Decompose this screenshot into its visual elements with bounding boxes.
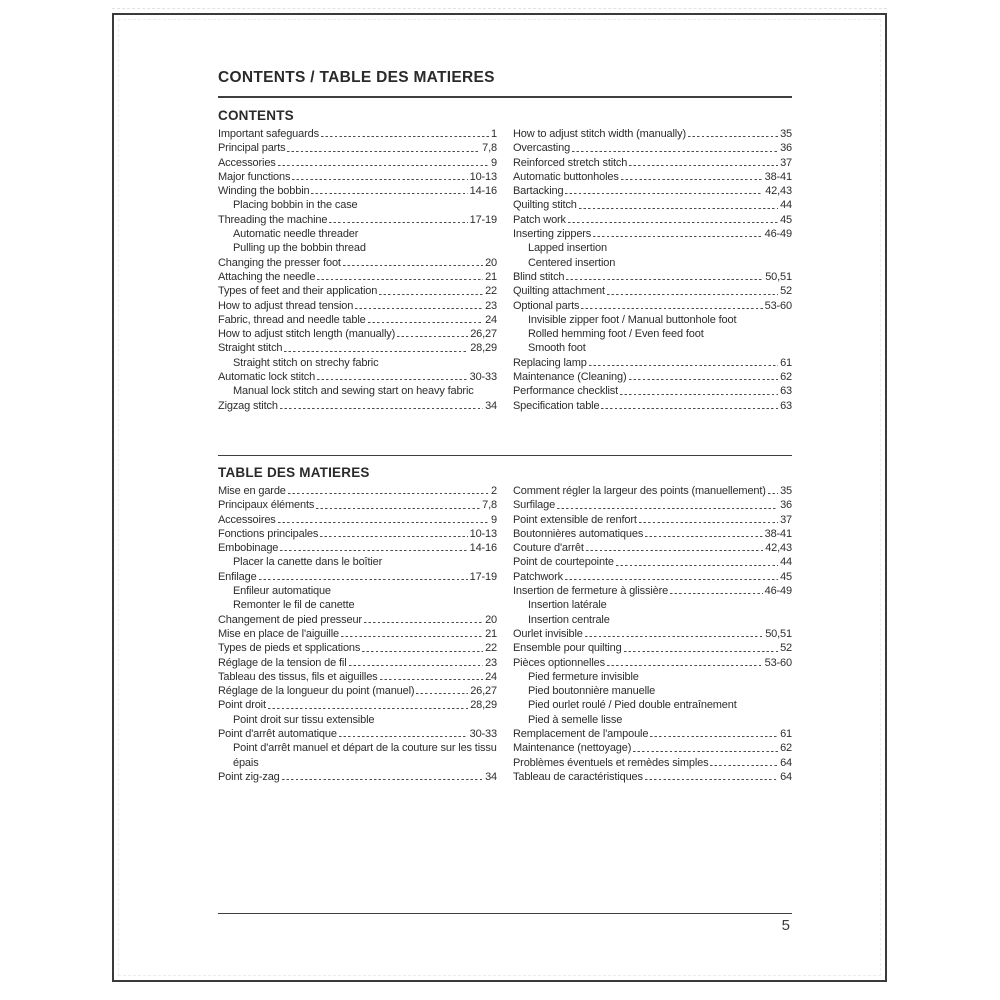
toc-entry-label: Tableau de caractéristiques	[513, 770, 643, 783]
toc-entry-label: Problèmes éventuels et remèdes simples	[513, 756, 709, 769]
toc-entry-page: 45	[780, 213, 792, 226]
page-footer	[218, 913, 792, 934]
toc-entry	[218, 141, 497, 155]
dotted-leader	[766, 484, 780, 498]
toc-entry	[218, 370, 497, 384]
dotted-leader	[579, 299, 764, 313]
toc-entry-label: Accessories	[218, 156, 276, 169]
toc-entry-page: 37	[780, 513, 792, 526]
toc-entry-page: 10-13	[469, 170, 497, 183]
toc-entry	[513, 770, 792, 784]
toc-entry-label: Attaching the needle	[218, 270, 316, 283]
toc-entry-label: Specification table	[513, 399, 600, 412]
toc-entry	[218, 498, 497, 512]
toc-entry-label: Changing the presser foot	[218, 256, 341, 269]
toc-entry-page: 46-49	[764, 585, 792, 598]
toc-entry-label: Mise en garde	[218, 484, 286, 497]
dotted-leader	[377, 284, 485, 298]
toc-entry	[218, 627, 497, 641]
toc-entry-page: 62	[780, 371, 792, 384]
toc-entry-page: 14-16	[469, 542, 497, 555]
section-contents	[218, 108, 792, 413]
toc-entry-page: 45	[780, 570, 792, 583]
toc-entry	[218, 184, 497, 198]
section-table-des-matieres	[218, 455, 792, 784]
toc-entry-page: 10-13	[469, 527, 497, 540]
toc-entry-label: Couture d'arrêt	[513, 542, 584, 555]
toc-entry	[218, 241, 497, 255]
toc-entry-label: Réglage de la tension de fil	[218, 656, 347, 669]
dotted-leader	[584, 541, 765, 555]
toc-entry-page: 22	[485, 642, 497, 655]
dotted-leader	[327, 213, 469, 227]
toc-column-right	[513, 484, 792, 784]
toc-entry	[513, 399, 792, 413]
toc-entry	[218, 399, 497, 413]
dotted-leader	[622, 641, 780, 655]
toc-columns	[218, 127, 792, 413]
toc-entry-label: Changement de pied presseur	[218, 613, 362, 626]
toc-entry-page: 64	[780, 756, 792, 769]
toc-entry-label: Inserting zippers	[513, 228, 592, 241]
dotted-leader	[668, 584, 765, 598]
toc-entry	[513, 613, 792, 627]
dotted-leader	[315, 370, 470, 384]
toc-entry-label: Ensemble pour quilting	[513, 642, 622, 655]
toc-entry	[513, 513, 792, 527]
toc-entry	[513, 627, 792, 641]
toc-entry	[513, 527, 792, 541]
toc-entry-page: 50,51	[765, 627, 792, 640]
toc-entry-page: 35	[780, 128, 792, 140]
toc-entry-label: Automatic lock stitch	[218, 371, 316, 384]
toc-entry	[218, 727, 497, 741]
toc-entry-label: Smooth foot	[528, 342, 586, 355]
toc-entry-label: Rolled hemming foot / Even feed foot	[528, 328, 704, 341]
toc-entry-label: Placing bobbin in the case	[233, 199, 358, 212]
dotted-leader	[619, 170, 765, 184]
dotted-leader	[627, 370, 781, 384]
toc-entry-page: 23	[485, 656, 497, 669]
toc-entry-label: Patch work	[513, 213, 566, 226]
toc-entry-label: Types de pieds et spplications	[218, 642, 361, 655]
toc-entry-label: Straight stitch	[218, 342, 283, 355]
dotted-leader	[286, 484, 491, 498]
toc-entry-page: 52	[780, 285, 792, 298]
toc-entry-label: Types of feet and their application	[218, 285, 378, 298]
toc-entry	[513, 584, 792, 598]
toc-entry-page: 17-19	[469, 570, 497, 583]
toc-entry-page: 34	[485, 399, 497, 412]
toc-entry-page: 35	[780, 484, 792, 497]
dotted-leader	[570, 141, 780, 155]
toc-entry-label: Point droit sur tissu extensible	[233, 713, 375, 726]
toc-entry-label: Quilting stitch	[513, 199, 577, 212]
toc-entry-page: 28,29	[470, 699, 497, 712]
toc-entry-label: Pied fermeture invisible	[528, 670, 639, 683]
toc-entry-page: 21	[485, 270, 497, 283]
toc-entry	[513, 598, 792, 612]
toc-entry-page: 23	[485, 299, 497, 312]
dotted-leader	[618, 384, 780, 398]
toc-entry-page: 62	[780, 742, 792, 755]
toc-entry-page: 38-41	[764, 527, 792, 540]
toc-entry-page: 20	[485, 613, 497, 626]
toc-entry	[513, 756, 792, 770]
toc-entry-label: Winding the bobbin	[218, 185, 310, 198]
toc-entry-page: 38-41	[764, 170, 792, 183]
toc-entry	[513, 213, 792, 227]
toc-entry-page: 21	[485, 627, 497, 640]
dotted-leader	[566, 213, 780, 227]
toc-entry	[513, 656, 792, 670]
dotted-leader	[360, 641, 485, 655]
toc-entry-page: 61	[780, 727, 792, 740]
toc-entry	[218, 127, 497, 141]
toc-entry	[218, 656, 497, 670]
toc-entry-page: 44	[780, 199, 792, 212]
dotted-leader	[708, 756, 780, 770]
toc-entry	[513, 670, 792, 684]
toc-entry	[218, 227, 497, 241]
toc-entry-page: 9	[491, 156, 497, 169]
toc-entry-label: Ourlet invisible	[513, 627, 583, 640]
toc-entry	[513, 256, 792, 270]
toc-entry-label: Remplacement de l'ampoule	[513, 727, 649, 740]
toc-entry-label: Remonter le fil de canette	[233, 599, 355, 612]
toc-entry-page: 64	[780, 770, 792, 783]
toc-entry	[218, 555, 497, 569]
toc-entry-label: Major functions	[218, 170, 291, 183]
section-heading-matieres: TABLE DES MATIERES	[218, 464, 370, 480]
toc-entry-page: 9	[491, 513, 497, 526]
toc-entry-label: Lapped insertion	[528, 242, 607, 255]
toc-entry-page: 24	[485, 670, 497, 683]
toc-entry	[513, 270, 792, 284]
toc-entry	[218, 698, 497, 712]
dotted-leader	[318, 527, 469, 541]
dotted-leader	[686, 127, 780, 141]
toc-entry-label: Insertion centrale	[528, 613, 610, 626]
toc-entry-page: 42,43	[765, 185, 792, 198]
dotted-leader	[591, 227, 764, 241]
toc-entry-label: Optional parts	[513, 299, 580, 312]
toc-entry	[513, 313, 792, 327]
toc-entry	[218, 670, 497, 684]
toc-entry-label: Automatic buttonholes	[513, 170, 619, 183]
dotted-leader	[315, 270, 485, 284]
dotted-leader	[599, 399, 780, 413]
toc-entry-label: Pied ourlet roulé / Pied double entraînement	[528, 699, 737, 712]
toc-entry-page: 26,27	[470, 328, 497, 341]
section-heading-contents: CONTENTS	[218, 108, 294, 123]
toc-entry	[218, 541, 497, 555]
toc-entry	[513, 227, 792, 241]
toc-entry-label: Quilting attachment	[513, 285, 605, 298]
toc-entry	[513, 684, 792, 698]
dotted-leader	[353, 299, 485, 313]
dotted-leader	[414, 684, 470, 698]
toc-entry-label: Invisible zipper foot / Manual buttonhole foot	[528, 313, 737, 326]
toc-entry	[218, 198, 497, 212]
dotted-leader	[314, 498, 482, 512]
toc-entry	[218, 584, 497, 598]
dotted-leader	[627, 156, 780, 170]
dotted-leader	[378, 670, 486, 684]
toc-entry-label: Replacing lamp	[513, 356, 587, 369]
toc-entry	[218, 170, 497, 184]
toc-entry-label: Principal parts	[218, 142, 286, 155]
dotted-leader	[337, 727, 470, 741]
dotted-leader	[555, 498, 780, 512]
toc-entry	[513, 156, 792, 170]
toc-entry-page: 2	[491, 484, 497, 497]
dotted-leader	[266, 698, 470, 712]
dotted-leader	[643, 527, 764, 541]
toc-entry-label: Automatic needle threader	[233, 228, 359, 241]
toc-entry-label: Mise en place de l'aiguille	[218, 627, 339, 640]
toc-entry-page: 22	[485, 285, 497, 298]
toc-entry	[513, 170, 792, 184]
toc-entry-label: How to adjust stitch width (manually)	[513, 128, 686, 140]
toc-entry-label: Pièces optionnelles	[513, 656, 605, 669]
page-border	[112, 13, 887, 982]
dotted-leader	[290, 170, 469, 184]
toc-entry-label: Point de courtepointe	[513, 556, 614, 569]
toc-entry	[218, 299, 497, 313]
toc-entry-page: 44	[780, 556, 792, 569]
toc-entry-page: 30-33	[469, 371, 497, 384]
toc-entry	[218, 570, 497, 584]
toc-entry	[218, 213, 497, 227]
toc-column-left	[218, 484, 497, 784]
toc-entry-label: Pied à semelle lisse	[528, 713, 623, 726]
toc-entry	[218, 613, 497, 627]
toc-entry-page: 61	[780, 356, 792, 369]
toc-entry-label: Point d'arrêt automatique	[218, 727, 337, 740]
toc-entry-label: Principaux éléments	[218, 499, 315, 512]
toc-entry-page: 30-33	[469, 727, 497, 740]
toc-entry-label: Important safeguards	[218, 128, 319, 140]
toc-entry	[513, 541, 792, 555]
toc-entry-page: 53-60	[764, 656, 792, 669]
toc-entry	[218, 641, 497, 655]
toc-entry-label: Zigzag stitch	[218, 399, 278, 412]
toc-entry	[513, 484, 792, 498]
toc-entry-label: Pulling up the bobbin thread	[233, 242, 366, 255]
dotted-leader	[276, 156, 491, 170]
toc-entry	[218, 256, 497, 270]
toc-entry-label: Enfilage	[218, 570, 257, 583]
toc-entry-label: Enfileur automatique	[233, 585, 331, 598]
toc-entry	[218, 684, 497, 698]
toc-entry-label: Point d'arrêt manuel et départ de la couture sur les tissu épais	[233, 742, 497, 769]
toc-entry-label: Maintenance (nettoyage)	[513, 742, 632, 755]
toc-entry-page: 26,27	[470, 685, 497, 698]
dotted-leader	[648, 727, 780, 741]
dotted-leader	[605, 284, 780, 298]
toc-entry-label: Réglage de la longueur du point (manuel)	[218, 685, 415, 698]
dotted-leader	[309, 184, 469, 198]
toc-entry	[218, 270, 497, 284]
dotted-leader	[395, 327, 470, 341]
toc-entry-page: 1	[491, 128, 497, 140]
toc-column-right	[513, 127, 792, 413]
dotted-leader	[280, 770, 485, 784]
dotted-leader	[643, 770, 780, 784]
toc-entry-label: Manual lock stitch and sewing start on heavy fabric	[233, 385, 474, 398]
dotted-leader	[563, 570, 780, 584]
toc-entry-label: Surfilage	[513, 499, 556, 512]
toc-entry	[218, 527, 497, 541]
toc-entry-label: Maintenance (Cleaning)	[513, 371, 627, 384]
toc-entry-label: Fabric, thread and needle table	[218, 313, 366, 326]
toc-entry	[218, 484, 497, 498]
toc-entry-page: 14-16	[469, 185, 497, 198]
dotted-leader	[605, 656, 765, 670]
toc-entry	[513, 727, 792, 741]
toc-entry-label: Patchwork	[513, 570, 564, 583]
toc-columns	[218, 484, 792, 784]
toc-entry-page: 52	[780, 642, 792, 655]
toc-entry-label: How to adjust stitch length (manually)	[218, 328, 396, 341]
toc-entry-page: 42,43	[765, 542, 792, 555]
toc-entry-label: Straight stitch on strechy fabric	[233, 356, 379, 369]
toc-entry	[513, 570, 792, 584]
toc-entry-page: 28,29	[470, 342, 497, 355]
toc-entry-label: Reinforced stretch stitch	[513, 156, 628, 169]
dotted-leader	[631, 741, 780, 755]
toc-entry-label: Point zig-zag	[218, 770, 280, 783]
dotted-leader	[347, 656, 486, 670]
dotted-leader	[362, 613, 485, 627]
toc-entry-page: 53-60	[764, 299, 792, 312]
dotted-leader	[577, 198, 780, 212]
dotted-leader	[564, 270, 765, 284]
toc-entry-label: Bartacking	[513, 185, 564, 198]
toc-entry-label: Pied boutonnière manuelle	[528, 685, 656, 698]
dotted-leader	[285, 141, 482, 155]
dotted-leader	[278, 399, 485, 413]
page-number: 5	[781, 917, 790, 934]
toc-entry-label: Fonctions principales	[218, 527, 319, 540]
toc-entry-label: Comment régler la largeur des points (manuellement)	[513, 484, 766, 497]
toc-entry	[218, 284, 497, 298]
toc-entry-label: How to adjust thread tension	[218, 299, 354, 312]
dotted-leader	[276, 513, 491, 527]
toc-entry	[513, 341, 792, 355]
toc-entry	[513, 384, 792, 398]
toc-entry	[218, 598, 497, 612]
toc-entry	[513, 698, 792, 712]
dotted-leader	[319, 127, 491, 141]
dotted-leader	[583, 627, 765, 641]
dotted-leader	[339, 627, 485, 641]
toc-entry	[513, 356, 792, 370]
dotted-leader	[341, 256, 485, 270]
toc-entry-label: Centered insertion	[528, 256, 616, 269]
dotted-leader	[563, 184, 765, 198]
toc-entry	[218, 327, 497, 341]
dotted-leader	[366, 313, 485, 327]
toc-entry	[218, 741, 497, 770]
toc-entry	[513, 141, 792, 155]
toc-entry	[218, 513, 497, 527]
toc-entry	[218, 313, 497, 327]
toc-entry	[218, 356, 497, 370]
toc-entry-page: 36	[780, 142, 792, 155]
toc-entry	[513, 127, 792, 141]
toc-entry	[513, 241, 792, 255]
toc-entry	[218, 156, 497, 170]
toc-entry-label: Performance checklist	[513, 385, 619, 398]
toc-entry-page: 36	[780, 499, 792, 512]
dotted-leader	[257, 570, 470, 584]
toc-entry-page: 24	[485, 313, 497, 326]
toc-entry	[513, 198, 792, 212]
toc-entry-label: Boutonnières automatiques	[513, 527, 644, 540]
toc-entry-label: Blind stitch	[513, 270, 565, 283]
page-title: CONTENTS / TABLE DES MATIERES	[218, 69, 792, 98]
dotted-leader	[637, 513, 780, 527]
page-content	[218, 69, 792, 784]
toc-column-left	[218, 127, 497, 413]
toc-entry-label: Accessoires	[218, 513, 276, 526]
toc-entry	[218, 384, 497, 398]
toc-entry-label: Insertion latérale	[528, 599, 607, 612]
toc-entry-page: 63	[780, 385, 792, 398]
toc-entry	[513, 299, 792, 313]
toc-entry	[513, 284, 792, 298]
dotted-leader	[614, 555, 780, 569]
toc-entry	[513, 555, 792, 569]
toc-entry-page: 20	[485, 256, 497, 269]
toc-entry-page: 7,8	[482, 499, 497, 512]
toc-entry-page: 46-49	[764, 228, 792, 241]
toc-entry-page: 50,51	[765, 270, 792, 283]
toc-entry-page: 7,8	[482, 142, 497, 155]
toc-entry	[513, 327, 792, 341]
toc-entry	[513, 713, 792, 727]
toc-entry-label: Point droit	[218, 699, 266, 712]
toc-entry-label: Overcasting	[513, 142, 571, 155]
toc-entry	[513, 498, 792, 512]
toc-entry-page: 17-19	[469, 213, 497, 226]
toc-entry	[218, 341, 497, 355]
toc-entry-label: Embobinage	[218, 542, 279, 555]
toc-entry	[513, 370, 792, 384]
toc-entry-label: Tableau des tissus, fils et aiguilles	[218, 670, 378, 683]
toc-entry	[218, 713, 497, 727]
dotted-leader	[587, 356, 780, 370]
toc-entry-label: Threading the machine	[218, 213, 328, 226]
dotted-leader	[278, 541, 469, 555]
toc-entry-label: Point extensible de renfort	[513, 513, 637, 526]
toc-entry	[218, 770, 497, 784]
toc-entry	[513, 741, 792, 755]
toc-entry-page: 63	[780, 399, 792, 412]
toc-entry-label: Placer la canette dans le boîtier	[233, 556, 383, 569]
toc-entry-page: 34	[485, 770, 497, 783]
toc-entry-page: 37	[780, 156, 792, 169]
toc-entry	[513, 184, 792, 198]
dotted-leader	[282, 341, 470, 355]
toc-entry	[513, 641, 792, 655]
toc-entry-label: Insertion de fermeture à glissière	[513, 585, 669, 598]
